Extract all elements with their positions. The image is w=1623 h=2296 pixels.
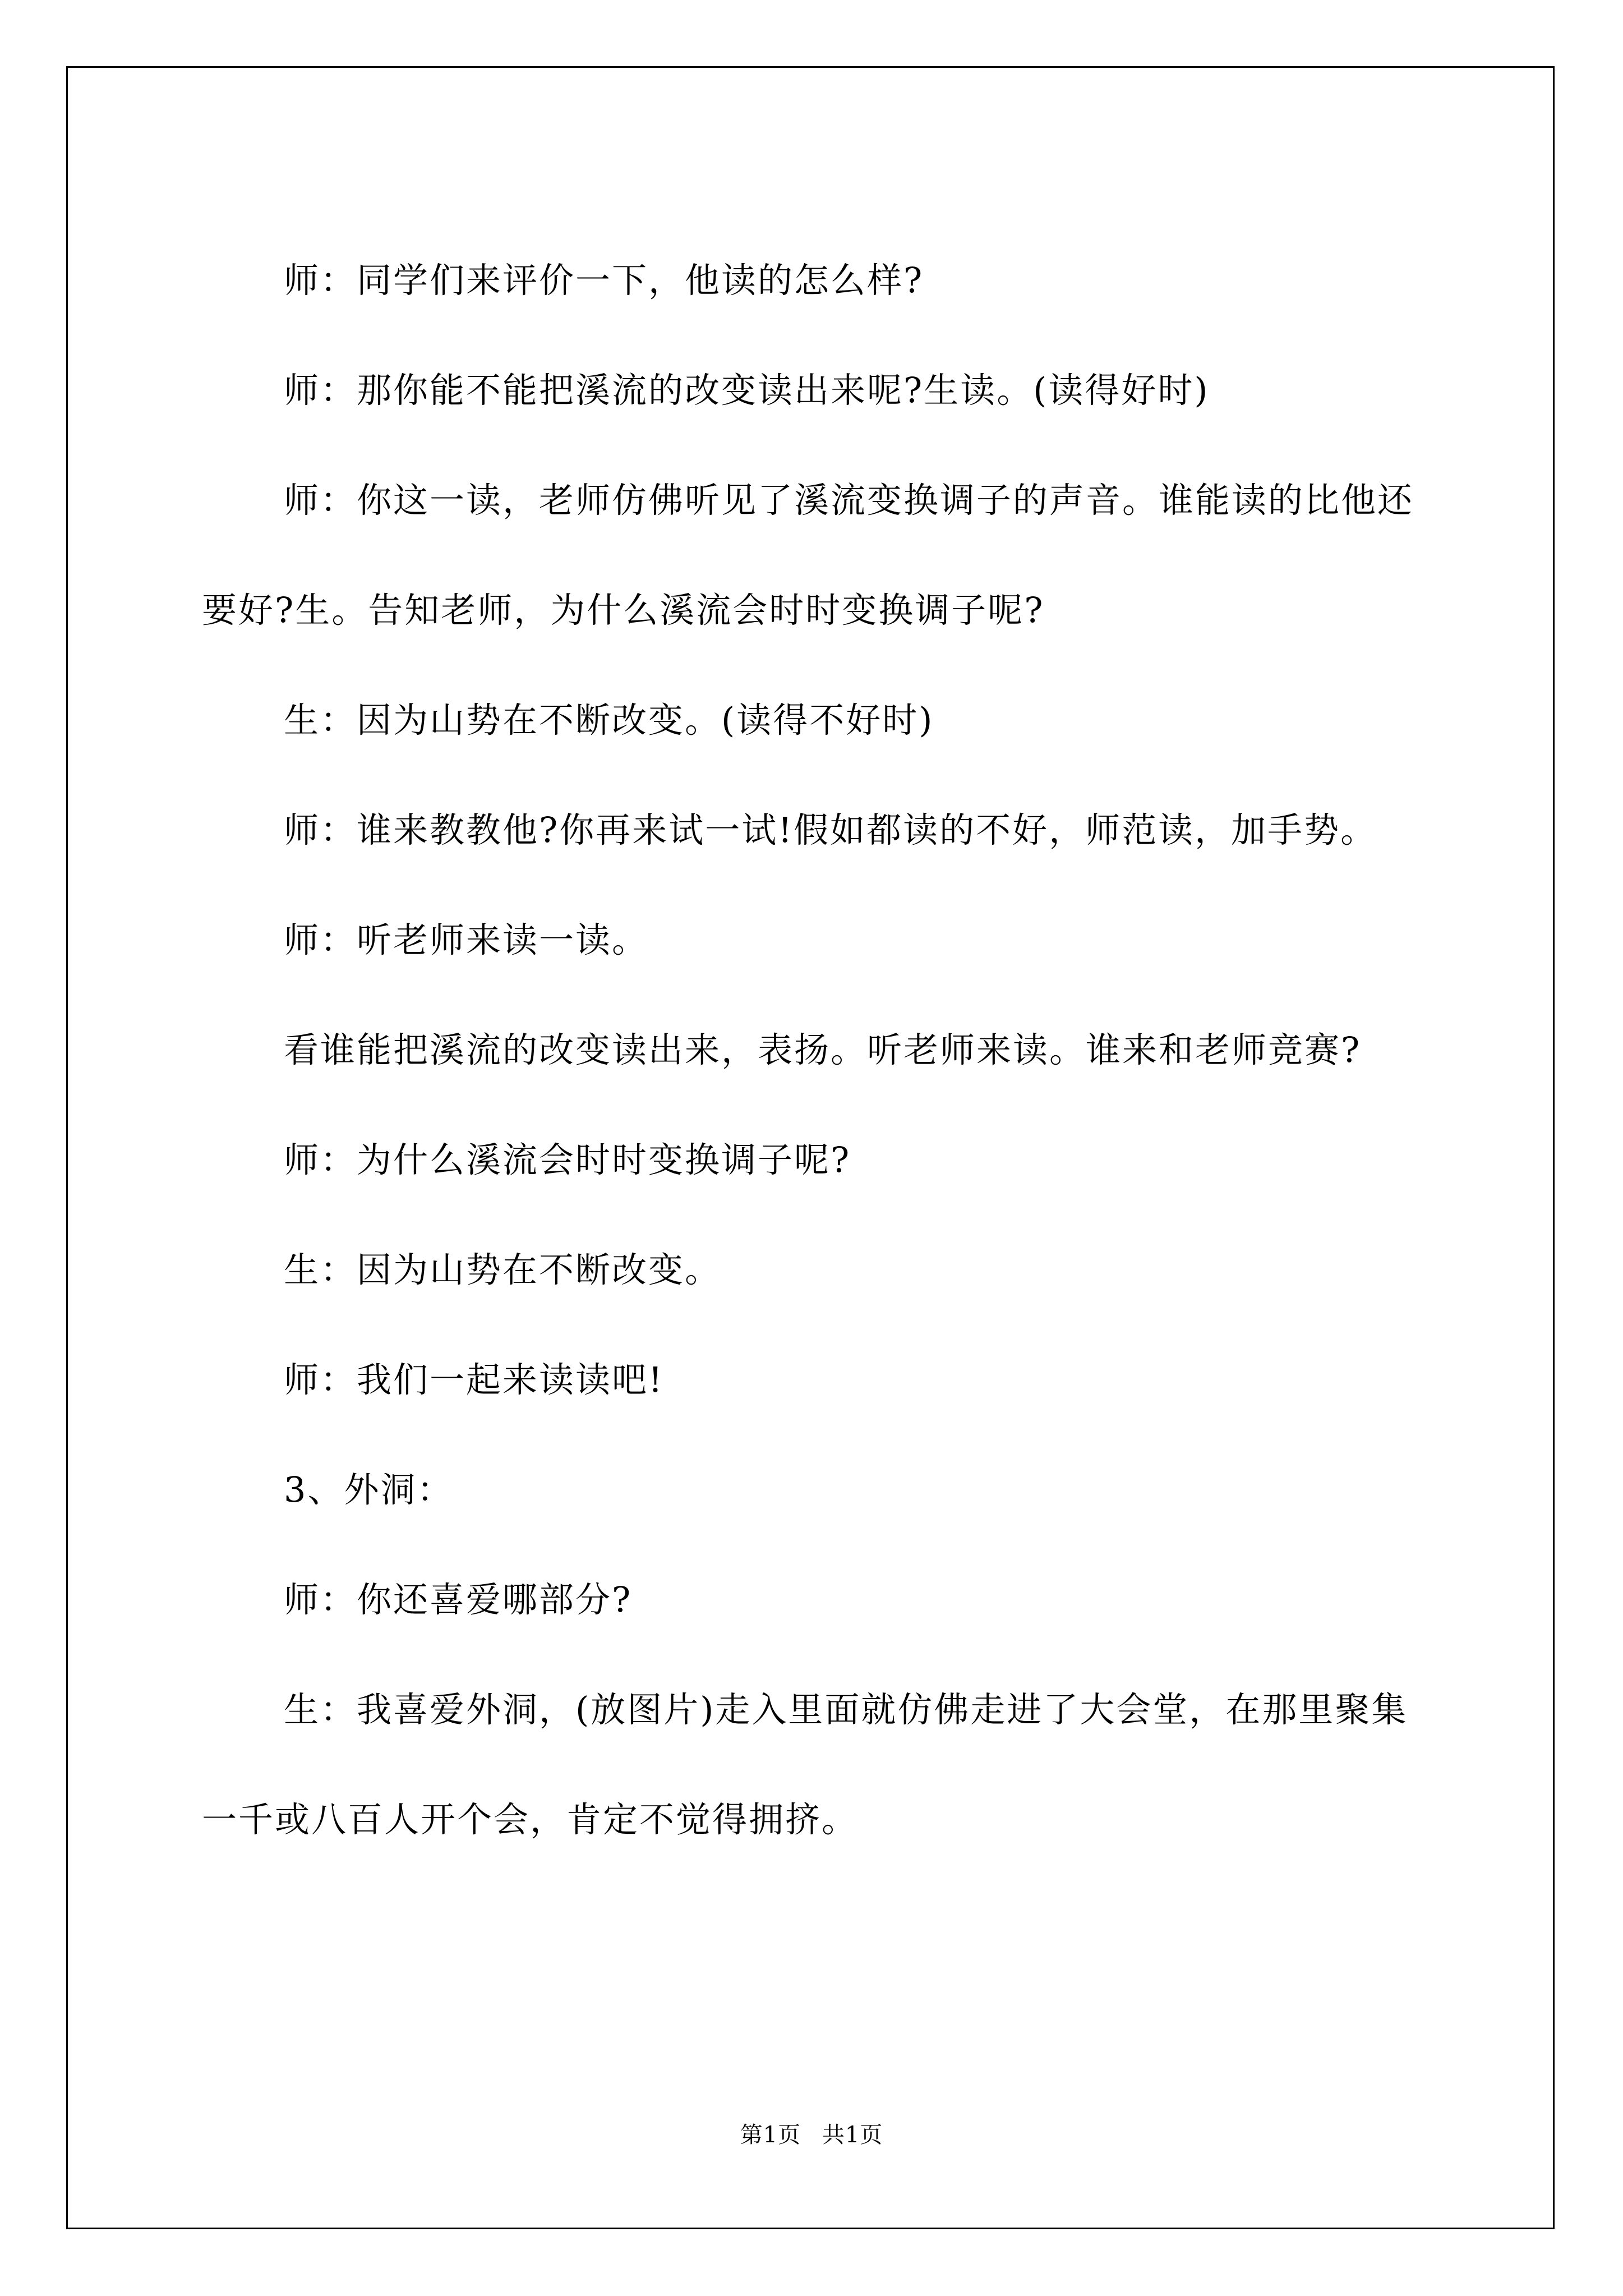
- paragraph: 师：同学们来评价一下，他读的怎么样?: [284, 260, 924, 301]
- section-heading: 3、外洞：: [284, 1469, 454, 1510]
- paragraph: 看谁能把溪流的改变读出来，表扬。听老师来读。谁来和老师竞赛?: [284, 1029, 1362, 1070]
- paragraph: 师：为什么溪流会时时变换调子呢?: [284, 1139, 851, 1180]
- page-total: 共1页: [822, 2122, 883, 2148]
- page-footer: [0, 2118, 1623, 2152]
- paragraph: 师：谁来教教他?你再来试一试!假如都读的不好，师范读，加手势。: [284, 809, 1377, 850]
- document-body: [202, 226, 1424, 1875]
- paragraph: 师：你还喜爱哪部分?: [284, 1579, 633, 1620]
- paragraph: 师：听老师来读一读。: [284, 919, 649, 960]
- paragraph: 生：因为山势在不断改变。(读得不好时): [284, 700, 934, 740]
- paragraph: 师：那你能不能把溪流的改变读出来呢?生读。(读得好时): [284, 370, 1210, 411]
- paragraph: 师：你这一读，老师仿佛听见了溪流变换调子的声音。谁能读的比他还要好?生。告知老师，为什么溪流会时时变换调子呢?: [202, 480, 1414, 631]
- paragraph: 生：因为山势在不断改变。: [284, 1249, 722, 1290]
- paragraph: 生：我喜爱外洞，(放图片)走入里面就仿佛走进了大会堂，在那里聚集一千或八百人开个会，肯定不觉得拥挤。: [202, 1689, 1408, 1840]
- page-number: 第1页: [740, 2122, 801, 2148]
- paragraph: 师：我们一起来读读吧!: [284, 1359, 664, 1400]
